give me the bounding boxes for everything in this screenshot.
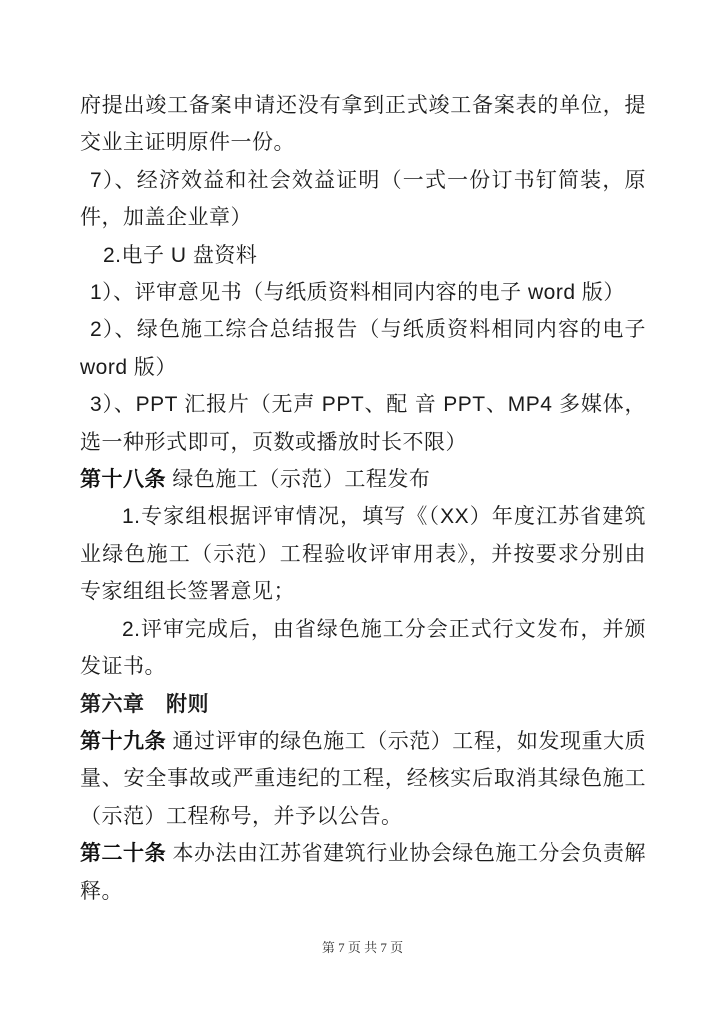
page-footer: 第 7 页 共 7 页 [321,940,404,955]
article-18-title: 绿色施工（示范）工程发布 [166,468,431,492]
paragraph-item-7-economic-social-benefit: 7）、经济效益和社会效益证明（一式一份订书钉简装，原件，加盖企业章） [80,168,646,230]
paragraph-item-2-summary-report: 2）、绿色施工综合总结报告（与纸质资料相同内容的电子 word 版） [80,318,646,379]
paragraph-article-18-point-1: 1.专家组根据评审情况，填写《（XX）年度江苏省建筑业绿色施工（示范）工程验收评审用表》，并按要求分别由专家组组长签署意见； [80,505,646,604]
paragraph-article-19 [80,723,646,835]
article-20-text: 本办法由江苏省建筑行业协会绿色施工分会负责解释。 [80,842,646,903]
chapter-6-heading: 第六章 附则 [80,692,209,716]
paragraph-article-20 [80,835,646,910]
paragraph-item-2-electronic-usb-data: 2.电子 U 盘资料 [103,243,258,267]
article-20-number: 第二十条 [80,842,167,866]
paragraph-item-3-ppt-presentation: 3）、PPT 汇报片（无声 PPT、配 音 PPT、MP4 多媒体，选一种形式即可，页数或播放时长不限） [80,393,646,454]
paragraph-continuation-owner-proof: 府提出竣工备案申请还没有拿到正式竣工备案表的单位，提交业主证明原件一份。 [80,94,646,155]
document-body [80,87,646,910]
article-19-number: 第十九条 [80,729,167,753]
article-18-number: 第十八条 [80,468,166,492]
paragraph-article-18-point-2: 2.评审完成后，由省绿色施工分会正式行文发布，并颁发证书。 [80,617,646,679]
article-19-text: 通过评审的绿色施工（示范）工程，如发现重大质量、安全事故或严重违纪的工程，经核实后取消其绿色施工（示范）工程称号，并予以公告。 [80,729,646,828]
paragraph-item-1-review-opinion: 1）、评审意见书（与纸质资料相同内容的电子 word 版） [90,281,625,305]
paragraph-article-18 [80,461,646,498]
